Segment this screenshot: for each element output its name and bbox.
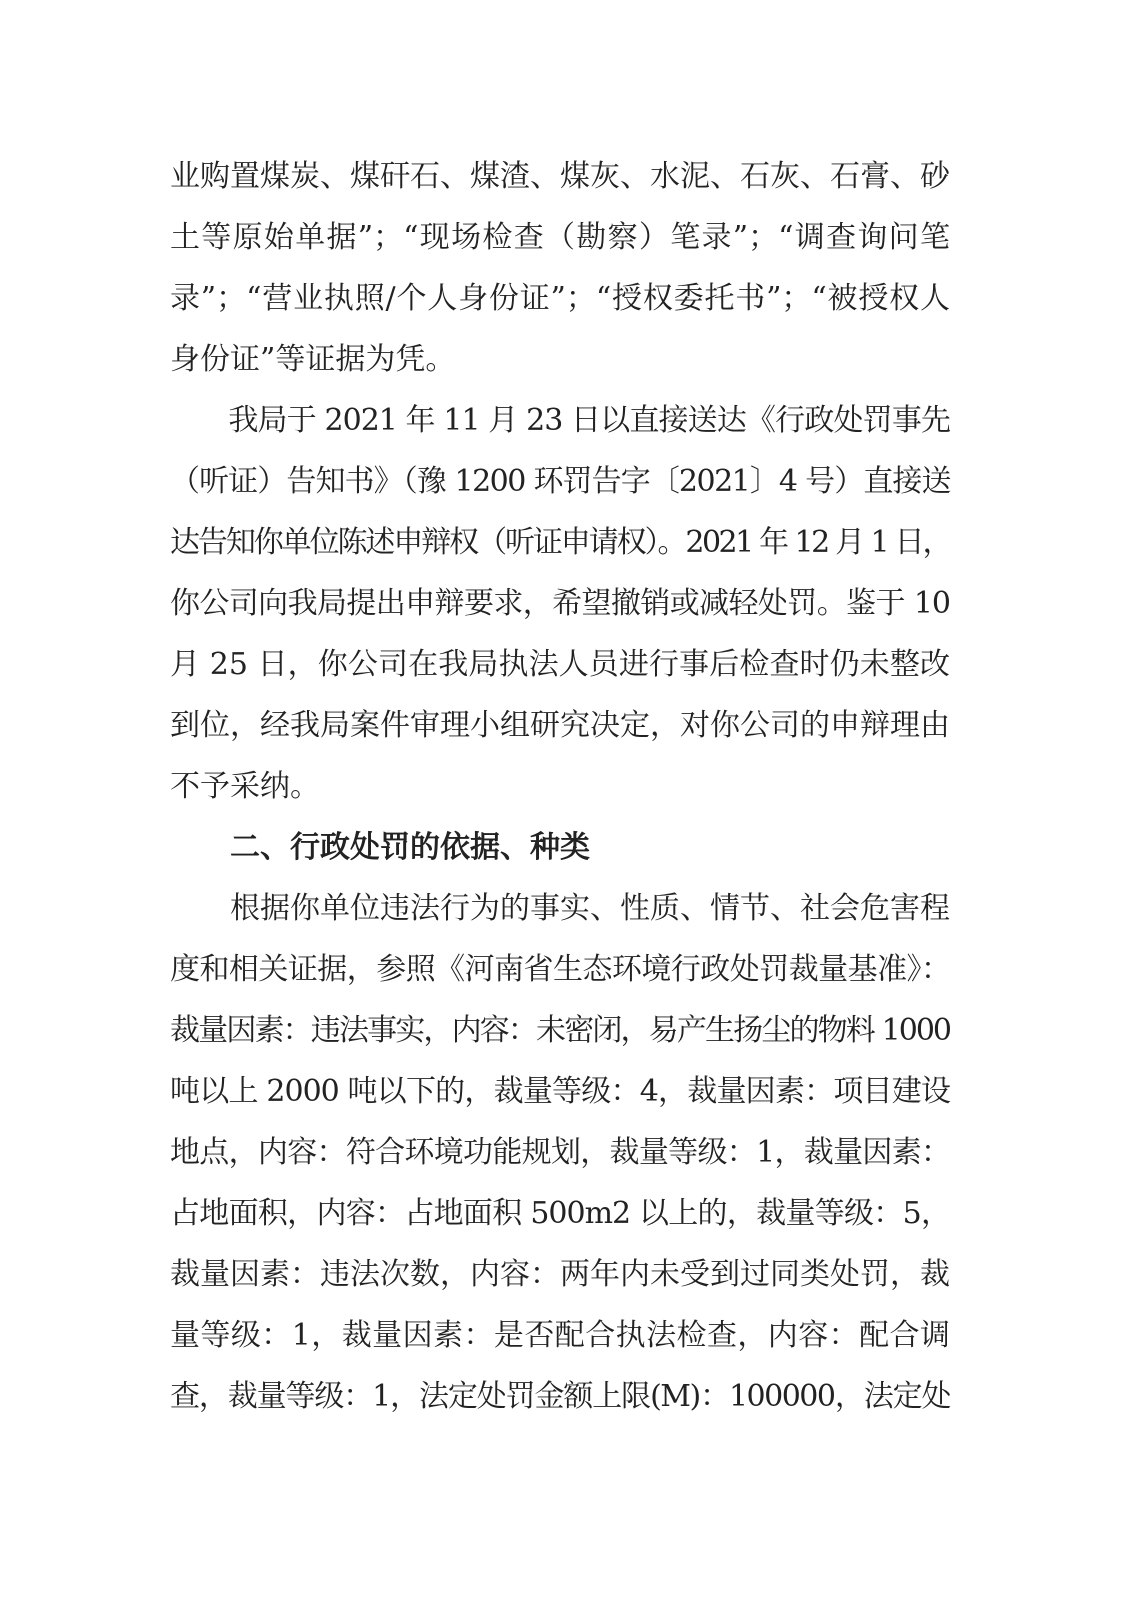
text-line-1: 业购置煤炭、煤矸石、煤渣、煤灰、水泥、石灰、石膏、砂 xyxy=(170,159,950,194)
text-line-10: 到位，经我局案件审理小组研究决定，对你公司的申辩理由 xyxy=(170,708,950,743)
text-line-11: 不予采纳。 xyxy=(170,769,320,804)
document-body xyxy=(170,146,950,1427)
text-line-14: 度和相关证据，参照《河南省生态环境行政处罚裁量基准》： xyxy=(170,952,950,987)
text-line-15: 裁量因素：违法事实，内容：未密闭，易产生扬尘的物料 1000 xyxy=(170,1013,950,1048)
text-line-18: 占地面积，内容：占地面积 500m2 以上的，裁量等级：5， xyxy=(170,1196,950,1231)
text-line-17: 地点，内容：符合环境功能规划，裁量等级：1，裁量因素： xyxy=(170,1135,950,1170)
text-line-21: 查，裁量等级：1，法定处罚金额上限(M)：100000，法定处 xyxy=(170,1379,950,1414)
text-line-20: 量等级：1，裁量因素：是否配合执法检查，内容：配合调 xyxy=(170,1318,950,1353)
text-line-13: 根据你单位违法行为的事实、性质、情节、社会危害程 xyxy=(170,891,950,926)
text-line-6: （听证）告知书》（豫 1200 环罚告字〔2021〕4 号）直接送 xyxy=(170,464,950,499)
section-heading: 二、行政处罚的依据、种类 xyxy=(170,830,590,865)
text-line-19: 裁量因素：违法次数，内容：两年内未受到过同类处罚，裁 xyxy=(170,1257,950,1292)
text-line-2: 土等原始单据”；“现场检查（勘察）笔录”；“调查询问笔 xyxy=(170,220,950,255)
text-line-8: 你公司向我局提出申辩要求，希望撤销或减轻处罚。鉴于 10 xyxy=(170,586,950,621)
text-line-7: 达告知你单位陈述申辩权（听证申请权）。2021 年 12 月 1 日， xyxy=(170,525,950,560)
text-line-16: 吨以上 2000 吨以下的，裁量等级：4，裁量因素：项目建设 xyxy=(170,1074,950,1109)
text-line-9: 月 25 日，你公司在我局执法人员进行事后检查时仍未整改 xyxy=(170,647,950,682)
text-line-3: 录”；“营业执照/个人身份证”；“授权委托书”；“被授权人 xyxy=(170,281,950,316)
text-line-5: 我局于 2021 年 11 月 23 日以直接送达《行政处罚事先 xyxy=(170,403,950,438)
text-line-4: 身份证”等证据为凭。 xyxy=(170,342,456,377)
